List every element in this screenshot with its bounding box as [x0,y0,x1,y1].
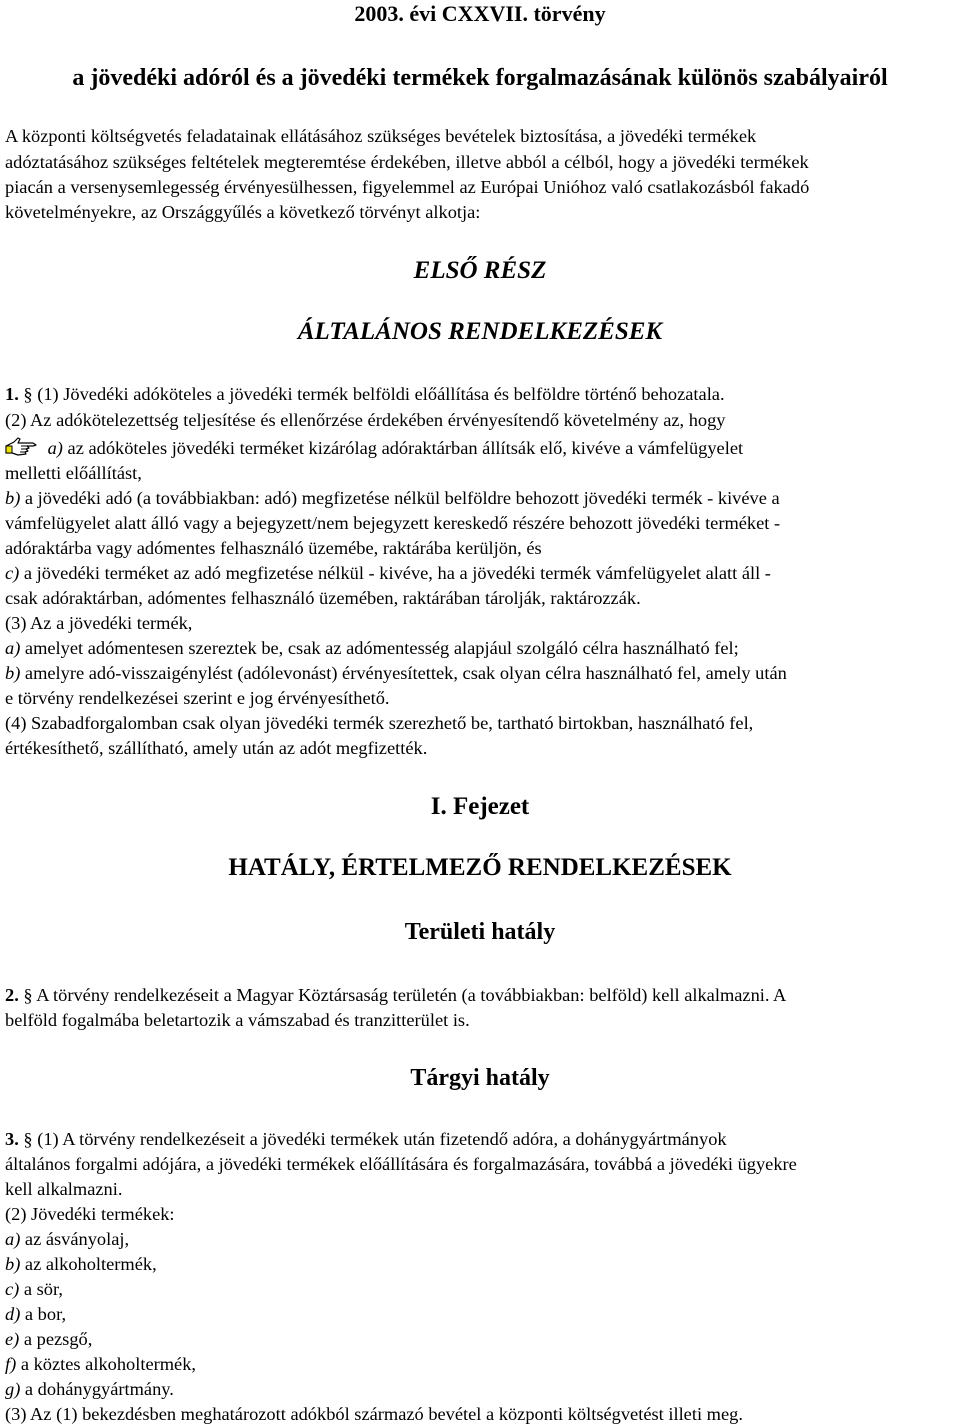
item-text: a bor, [20,1304,67,1324]
list-item [5,1328,92,1350]
section-1-p1 [5,383,725,405]
item-text: az alkoholtermék, [20,1254,157,1274]
list-item [5,1353,196,1375]
preamble-line: adóztatásához szükséges feltételek megteremtése érdekében, illetve abból a célból, hogy a jövedéki termékek [5,152,809,172]
pointing-hand-icon[interactable] [5,437,39,457]
list-item [5,1378,174,1400]
part-subheading: ÁLTALÁNOS RENDELKEZÉSEK [297,318,663,345]
section-1-p3-b-cont: e törvény rendelkezései szerint e jog érvényesíthető. [5,688,390,708]
item-label: b) [5,1254,21,1274]
section-1-point-a [5,437,743,459]
section-sign-link[interactable]: § [23,985,33,1005]
item-label: g) [5,1379,21,1399]
section-3-cont: általános forgalmi adójára, a jövedéki termékek előállítására és forgalmazására, továbbá a jövedéki ügyekre [5,1154,797,1174]
point-label: b) [5,663,21,683]
point-label: a) [47,438,63,458]
point-text: amelyre adó-visszaigénylést (adólevonást) érvényesítettek, csak olyan célra használható fel, amely után [20,663,787,683]
list-item [5,1278,63,1300]
item-label: a) [5,1229,21,1249]
section-heading-territorial: Területi hatály [404,919,556,945]
point-label: c) [5,563,20,583]
section-1-p3-b [5,662,787,684]
point-text: az adóköteles jövedéki terméket kizárólag adóraktárban állítsák elő, kivéve a vámfelügyelet [62,438,744,458]
section-sign-link[interactable]: § [23,384,33,404]
item-label: d) [5,1304,21,1324]
law-subtitle: a jövedéki adóról és a jövedéki termékek forgalmazásának különös szabályairól [72,65,888,91]
part-heading: ELSŐ RÉSZ [413,257,547,284]
paragraph-text: A törvény rendelkezéseit a Magyar Köztársaság területén (a továbbiakban: belföld) kell alkalmazni. A [32,985,787,1005]
section-2-line [5,984,786,1006]
section-2-cont: belföld fogalmába beletartozik a vámszabad és tranzitterület is. [5,1010,470,1030]
section-3-cont: kell alkalmazni. [5,1179,123,1199]
section-3-p2: (2) Jövedéki termékek: [5,1204,175,1224]
point-label: a) [5,638,21,658]
section-3-line [5,1128,727,1150]
preamble-line: A központi költségvetés feladatainak ellátásához szükséges bevételek biztosítása, a jövedéki termékek [5,126,757,146]
section-1-point-b-cont: vámfelügyelet alatt álló vagy a bejegyzett/nem bejegyzett kereskedő részére behozott jövedéki terméket - [5,513,781,533]
section-1-point-c-cont: csak adóraktárban, adómentes felhasználó üzemében, raktárában tárolják, raktározzák. [5,588,641,608]
section-1-p4: (4) Szabadforgalomban csak olyan jövedéki termék szerezhető be, tartható birtokban, használható fel, [5,713,754,733]
section-number: 1. [5,384,19,404]
section-1-p3-a [5,637,739,659]
preamble-line: piacán a versenysemlegesség érvényesülhessen, figyelemmel az Európai Unióhoz való csatlakozásból fakadó [5,177,810,197]
item-label: c) [5,1279,20,1299]
point-text: amelyet adómentesen szereztek be, csak az adómentesség alapjául szolgáló célra használható fel; [20,638,739,658]
list-item [5,1303,66,1325]
list-item [5,1253,157,1275]
chapter-title: HATÁLY, ÉRTELMEZŐ RENDELKEZÉSEK [228,854,732,881]
section-1-point-c [5,562,771,584]
section-heading-material: Tárgyi hatály [410,1065,550,1091]
item-text: az ásványolaj, [20,1229,130,1249]
item-label: e) [5,1329,20,1349]
item-text: a pezsgő, [19,1329,93,1349]
item-text: a dohánygyártmány. [20,1379,174,1399]
item-text: a sör, [19,1279,63,1299]
point-text: a jövedéki terméket az adó megfizetése nélkül - kivéve, ha a jövedéki termék vámfelügyelet alatt áll - [19,563,771,583]
section-1-p4-cont: értékesíthető, szállítható, amely után az adót megfizették. [5,738,428,758]
section-1-point-b-cont: adóraktárba vagy adómentes felhasználó üzemébe, raktárába kerüljön, és [5,538,542,558]
point-text: a jövedéki adó (a továbbiakban: adó) megfizetése nélkül belföldre behozott jövedéki termék - kivéve a [20,488,780,508]
paragraph-text: (1) A törvény rendelkezéseit a jövedéki termékek után fizetendő adóra, a dohánygyártmányok [32,1129,727,1149]
preamble-line: követelményekre, az Országgyűlés a következő törvényt alkotja: [5,202,481,222]
section-number: 2. [5,985,19,1005]
law-title: 2003. évi CXXVII. törvény [354,1,606,26]
section-1-point-b [5,487,780,509]
section-1-p2: (2) Az adókötelezettség teljesítése és ellenőrzése érdekében érvényesítendő követelmény az, hogy [5,410,726,430]
section-sign-link[interactable]: § [23,1129,33,1149]
paragraph-text: (1) Jövedéki adóköteles a jövedéki termék belföldi előállítása és belföldre történő behozatala. [37,384,725,404]
section-3-p3: (3) Az (1) bekezdésben meghatározott adókból származó bevétel a központi költségvetést illeti meg. [5,1404,743,1424]
item-text: a köztes alkoholtermék, [16,1354,196,1374]
chapter-heading: I. Fejezet [430,793,530,820]
section-1-p3: (3) Az a jövedéki termék, [5,613,193,633]
section-1-point-a-cont: melletti előállítást, [5,463,142,483]
list-item [5,1228,129,1250]
item-label: f) [5,1354,17,1374]
section-number: 3. [5,1129,19,1149]
point-label: b) [5,488,21,508]
